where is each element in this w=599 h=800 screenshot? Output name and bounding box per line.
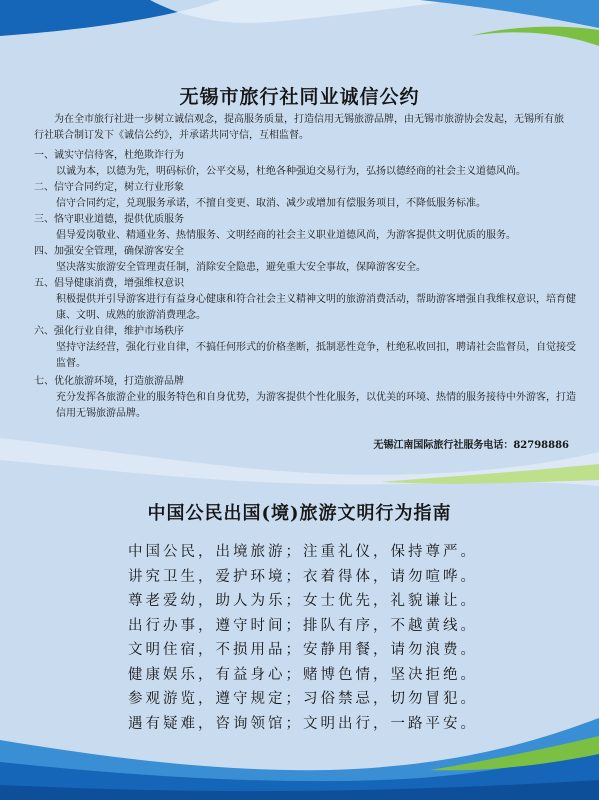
guide-line: 中国公民，出境旅游；注重礼仪，保持尊严。 — [128, 544, 478, 560]
item-body: 充分发挥各旅游企业的服务特色和自身优势，为游客提供个性化服务，以优美的环境、热情的服务接待中外游客，打造信用无锡旅游品牌。 — [56, 392, 576, 419]
guide-line: 尊老爱幼，助人为乐；女士优先，礼貌谦让。 — [128, 593, 478, 609]
item-heading: 七、优化旅游环境，打造旅游品牌 — [34, 376, 184, 387]
guide-lines — [128, 540, 508, 736]
guide-line: 遇有疑难，咨询领馆；文明出行，一路平安。 — [128, 715, 478, 732]
item-body: 积极提供并引导游客进行有益身心健康和符合社会主义精神文明的旅游消费活动，帮助游客增强自我维权意识，培育健康、文明、成熟的旅游消费理念。 — [56, 294, 576, 321]
item-heading: 五、倡导健康消费，增强维权意识 — [34, 278, 184, 289]
convention-title: 无锡市旅行社同业诚信公约 — [179, 86, 420, 108]
guide-line: 参观游览，遵守规定；习俗禁忌，切勿冒犯。 — [128, 691, 478, 707]
item-body: 信守合同约定，兑现服务承诺，不擅自变更、取消、减少或增加有偿服务项目，不降低服务标准。 — [56, 198, 486, 209]
item-heading: 二、信守合同约定，树立行业形象 — [34, 182, 184, 193]
convention-intro: 为在全市旅行社进一步树立诚信观念，提高服务质量，打造信用无锡旅游品牌，由无锡市旅游协会发起，无锡所有旅行社联合制订发下《诚信公约》，并承诺共同守信，互相监督。 — [34, 114, 564, 141]
item-heading: 六、强化行业自律，维护市场秩序 — [34, 326, 184, 337]
item-body: 坚持守法经营，强化行业自律，不搞任何形式的价格垄断，抵制恶性竞争，杜绝私收回扣，聘请社会监督员，自觉接受监督。 — [56, 342, 576, 369]
item-heading: 四、加强安全管理，确保游客安全 — [34, 246, 184, 257]
guide-line: 讲究卫生，爱护环境；衣着得体，请勿喧哗。 — [128, 568, 478, 585]
guide-line: 文明住宿，不损用品；安静用餐，请勿浪费。 — [128, 642, 478, 658]
item-body: 坚决落实旅游安全管理责任制，消除安全隐患，避免重大安全事故，保障游客安全。 — [56, 262, 426, 273]
guide-line: 健康娱乐，有益身心；赌博色情，坚决拒绝。 — [128, 666, 478, 683]
guide-title: 中国公民出国(境)旅游文明行为指南 — [147, 503, 452, 524]
item-body: 倡导爱岗敬业、精通业务、热情服务、文明经商的社会主义职业道德风尚，为游客提供文明优质的服务。 — [56, 230, 516, 241]
service-phone: 无锡江南国际旅行社服务电话：82798886 — [373, 440, 569, 451]
item-body: 以诚为本，以德为先，明码标价，公平交易，杜绝各种强迫交易行为，弘扬以德经商的社会主义道德风尚。 — [56, 166, 526, 177]
item-heading: 一、诚实守信待客，杜绝欺诈行为 — [34, 150, 184, 161]
item-heading: 三、恪守职业道德，提供优质服务 — [34, 214, 184, 225]
guide-line: 出行办事，遵守时间；排队有序，不越黄线。 — [128, 617, 478, 634]
